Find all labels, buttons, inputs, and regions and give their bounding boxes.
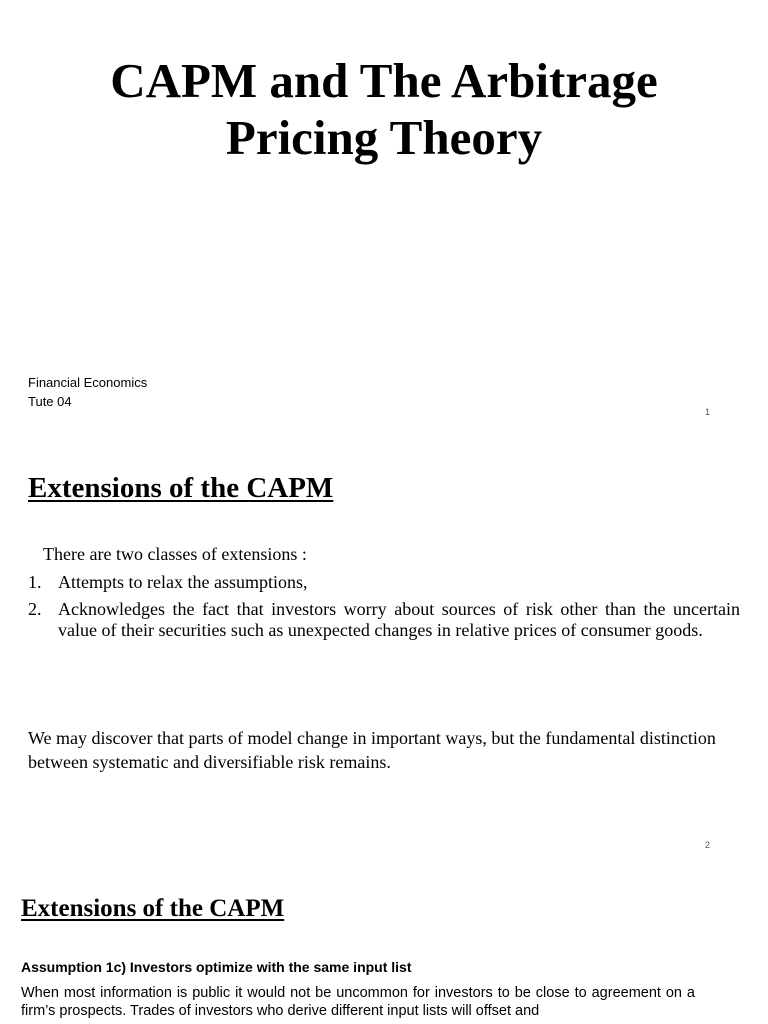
subtitle-block [28,373,147,411]
assumption-text: When most information is public it would not be uncommon for investors to be close to agreement on a firm’s prospects. Trades of investors who derive different input lists will offset and [21,985,695,1019]
slide-1 [0,0,768,430]
slide-3 [0,863,768,1024]
list-item-number: 1. [28,572,42,592]
presentation-title: CAPM and The Arbitrage Pricing Theory [110,53,658,165]
conclusion-text: We may discover that parts of model change in important ways, but the fundamental distinction between systematic and diversifiable risk remains. [28,728,716,772]
slide-heading: Extensions of the CAPM [21,895,285,922]
page-number: 1 [704,407,710,417]
course-name: Financial Economics [28,375,148,390]
tute-label: Tute 04 [28,394,72,409]
assumption-title: Assumption 1c) Investors optimize with the same input list [21,959,412,975]
page-number: 2 [704,840,710,850]
list-item-text: Attempts to relax the assumptions, [58,572,308,592]
list-item [28,572,740,593]
list-item-text: Acknowledges the fact that investors worry about sources of risk other than the uncertain value of their securities such as unexpected changes in relative prices of consumer goods. [58,599,740,640]
slide-2 [0,430,768,863]
extensions-list [28,572,740,647]
slide-heading: Extensions of the CAPM [28,472,334,504]
intro-text: There are two classes of extensions : [43,544,307,564]
list-item-number: 2. [28,599,42,619]
list-item [28,599,740,641]
